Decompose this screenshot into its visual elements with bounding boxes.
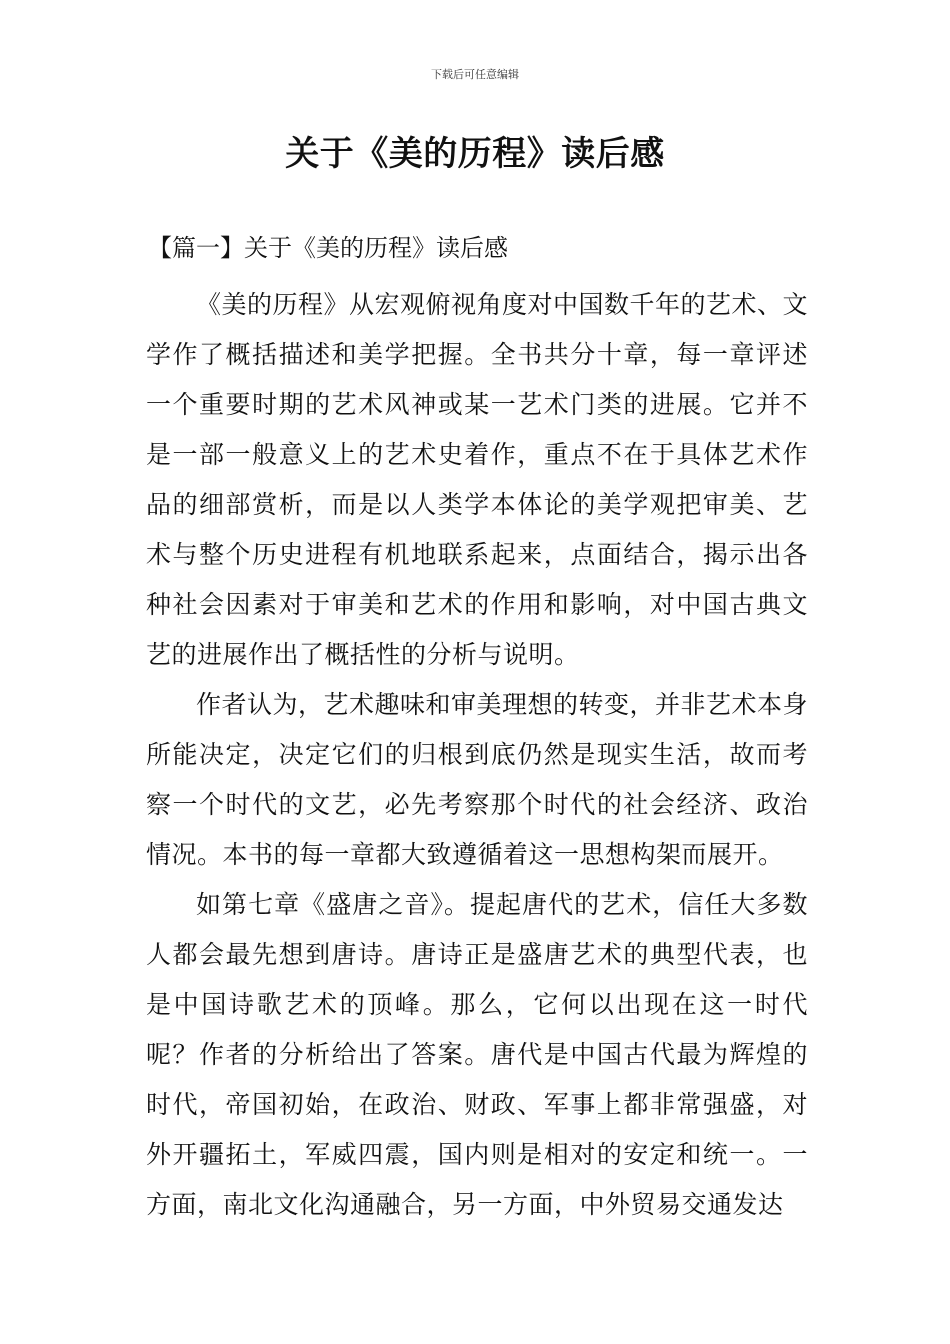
document-body <box>146 280 808 1230</box>
section-heading: 【篇一】关于《美的历程》读后感 <box>148 234 508 262</box>
page-title: 关于《美的历程》读后感 <box>285 134 665 174</box>
paragraph: 如第七章《盛唐之音》。提起唐代的艺术，信任大多数人都会最先想到唐诗。唐诗正是盛唐艺术的典型代表，也是中国诗歌艺术的顶峰。那么，它何以出现在这一时代呢？作者的分析给出了答案。唐代是中国古代最为辉煌的时代，帝国初始，在政治、财政、军事上都非常强盛，对外开疆拓土，军威四震，国内则是相对的安定和统一。一方面，南北文化沟通融合，另一方面，中外贸易交通发达 <box>146 890 808 1219</box>
paragraph: 作者认为，艺术趣味和审美理想的转变，并非艺术本身所能决定，决定它们的归根到底仍然是现实生活，故而考察一个时代的文艺，必先考察那个时代的社会经济、政治情况。本书的每一章都大致遵循着这一思想构架而展开。 <box>146 690 809 869</box>
paragraph: 《美的历程》从宏观俯视角度对中国数千年的艺术、文学作了概括描述和美学把握。全书共分十章，每一章评述一个重要时期的艺术风神或某一艺术门类的进展。它并不是一部一般意义上的艺术史着作，重点不在于具体艺术作品的细部赏析，而是以人类学本体论的美学观把审美、艺术与整个历史进程有机地联系起来，点面结合，揭示出各种社会因素对于审美和艺术的作用和影响，对中国古典文艺的进展作出了概括性的分析与说明。 <box>146 290 809 669</box>
header-note: 下载后可任意编辑 <box>431 68 519 81</box>
